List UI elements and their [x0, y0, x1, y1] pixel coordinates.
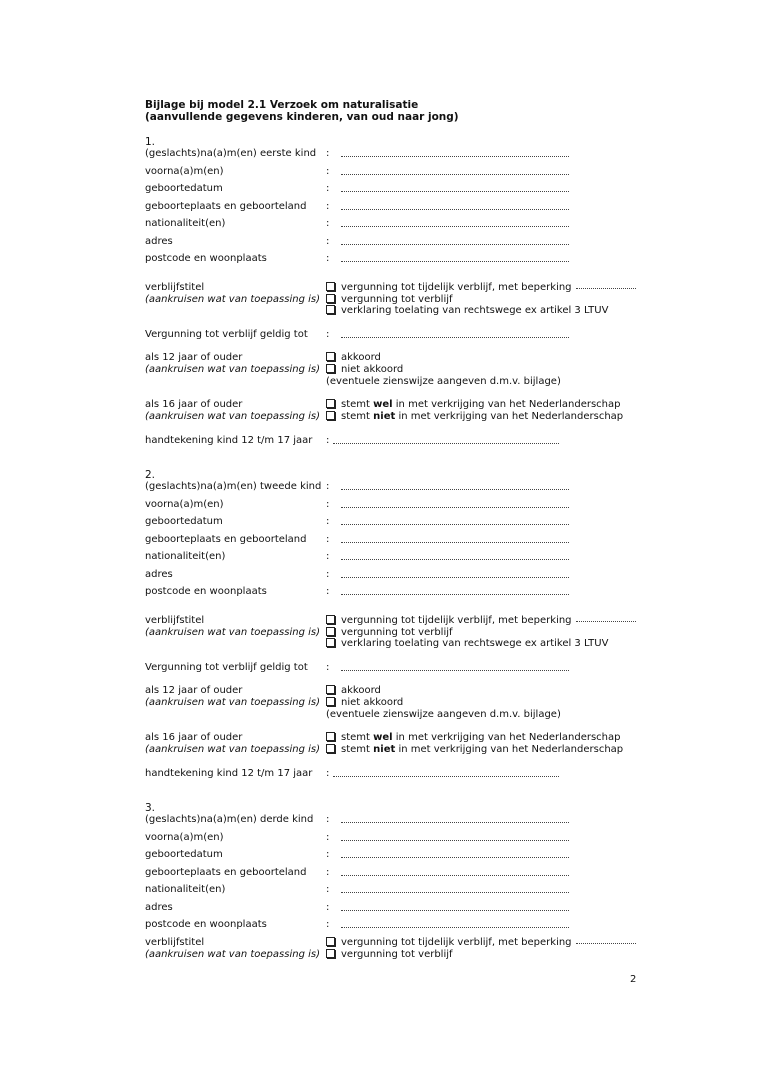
colon: : [326, 218, 330, 229]
checkbox-icon[interactable] [326, 949, 335, 958]
child-3-geboorteplaats-field[interactable] [341, 875, 569, 876]
checkbox-icon[interactable] [326, 627, 335, 636]
child-1-als16-label: als 16 jaar of ouder [145, 399, 243, 410]
colon: : [326, 569, 330, 580]
child-2-adres-label: adres [145, 569, 173, 580]
child-2-naam-field[interactable] [341, 489, 569, 490]
child-1-adres-label: adres [145, 236, 173, 247]
option-label: verklaring toelating van rechtswege ex artikel 3 LTUV [341, 305, 609, 316]
child-2-geldig-tot-label: Vergunning tot verblijf geldig tot [145, 662, 308, 673]
colon: : [326, 481, 330, 492]
option-emphasis: wel [373, 732, 393, 743]
page-number: 2 [630, 974, 637, 985]
option-label: niet akkoord [341, 697, 404, 708]
option-emphasis: niet [373, 411, 396, 422]
option-label: stemt [341, 411, 370, 422]
colon: : [326, 499, 330, 510]
child-1-handtekening-field[interactable] [333, 443, 559, 444]
colon: : [326, 534, 330, 545]
child-2-verblijfstitel-label: verblijfstitel [145, 615, 205, 626]
option-label: stemt [341, 732, 370, 743]
checkbox-icon[interactable] [326, 352, 335, 361]
child-2-option-niet-akkoord[interactable] [326, 697, 403, 709]
child-1-nationaliteit-label: nationaliteit(en) [145, 218, 226, 229]
colon: : [326, 919, 330, 930]
colon: : [326, 329, 330, 340]
child-3-aankruisen-note: (aankruisen wat van toepassing is) [145, 949, 320, 960]
child-3-nationaliteit-label: nationaliteit(en) [145, 884, 226, 895]
child-2-als16-label: als 16 jaar of ouder [145, 732, 243, 743]
option-label: stemt [341, 744, 370, 755]
option-emphasis: wel [373, 399, 393, 410]
child-1-voornamen-field[interactable] [341, 174, 569, 175]
child-3-adres-field[interactable] [341, 910, 569, 911]
child-3-adres-label: adres [145, 902, 173, 913]
child-2-option-akkoord[interactable] [326, 685, 381, 697]
child-1-handtekening-label: handtekening kind 12 t/m 17 jaar [145, 435, 313, 446]
child-1-aankruisen-note: (aankruisen wat van toepassing is) [145, 294, 320, 305]
option-label: niet akkoord [341, 364, 404, 375]
colon: : [326, 236, 330, 247]
child-2-voornamen-field[interactable] [341, 507, 569, 508]
child-2-nationaliteit-label: nationaliteit(en) [145, 551, 226, 562]
child-1-option-tijdelijk[interactable] [326, 282, 636, 294]
child-1-voornamen-label: voorna(a)m(en) [145, 166, 224, 177]
option-label: in met verkrijging van het Nederlanderschap [398, 744, 624, 755]
child-2-postcode-field[interactable] [341, 594, 569, 595]
child-3-nationaliteit-field[interactable] [341, 892, 569, 893]
child-3-voornamen-field[interactable] [341, 840, 569, 841]
child-2-option-verklaring[interactable] [326, 638, 608, 650]
child-3-postcode-field[interactable] [341, 927, 569, 928]
child-1-option-akkoord[interactable] [326, 352, 381, 364]
child-1-geboortedatum-field[interactable] [341, 191, 569, 192]
child-2-geboortedatum-field[interactable] [341, 524, 569, 525]
child-3-geboortedatum-field[interactable] [341, 857, 569, 858]
form-title-line-1: Bijlage bij model 2.1 Verzoek om naturalisatie [145, 99, 419, 111]
checkbox-icon[interactable] [326, 399, 335, 408]
option-label: stemt [341, 399, 370, 410]
checkbox-icon[interactable] [326, 685, 335, 694]
child-1-als12-label: als 12 jaar of ouder [145, 352, 243, 363]
child-1-option-verklaring[interactable] [326, 305, 608, 317]
colon: : [326, 849, 330, 860]
colon: : [326, 183, 330, 194]
checkbox-icon[interactable] [326, 411, 335, 420]
child-3-number: 3. [145, 802, 156, 814]
option-label: in met verkrijging van het Nederlanderschap [395, 399, 621, 410]
child-2-als12-note: (aankruisen wat van toepassing is) [145, 697, 320, 708]
colon: : [326, 814, 330, 825]
colon: : [326, 148, 330, 159]
child-1-geboorteplaats-field[interactable] [341, 209, 569, 210]
child-3-geboorteplaats-label: geboorteplaats en geboorteland [145, 867, 307, 878]
colon: : [326, 435, 330, 446]
checkbox-icon[interactable] [326, 638, 335, 647]
colon: : [326, 201, 330, 212]
child-1-zienswijze-note: (eventuele zienswijze aangeven d.m.v. bijlage) [326, 376, 561, 387]
option-label: vergunning tot tijdelijk verblijf, met beperking [341, 615, 572, 626]
child-1-option-stemt-wel[interactable] [326, 399, 620, 411]
child-2-number: 2. [145, 469, 156, 481]
option-label: vergunning tot tijdelijk verblijf, met beperking [341, 282, 572, 293]
child-2-geldig-tot-field[interactable] [341, 670, 569, 671]
checkbox-icon[interactable] [326, 305, 335, 314]
colon: : [326, 884, 330, 895]
colon: : [326, 586, 330, 597]
child-2-geboortedatum-label: geboortedatum [145, 516, 223, 527]
child-1-geboorteplaats-label: geboorteplaats en geboorteland [145, 201, 307, 212]
child-2-adres-field[interactable] [341, 577, 569, 578]
child-3-option-verblijf[interactable] [326, 949, 453, 961]
child-1-als12-note: (aankruisen wat van toepassing is) [145, 364, 320, 375]
child-1-option-niet-akkoord[interactable] [326, 364, 403, 376]
child-2-option-tijdelijk[interactable] [326, 615, 636, 627]
form-title [145, 99, 459, 123]
child-2-handtekening-label: handtekening kind 12 t/m 17 jaar [145, 768, 313, 779]
option-label: in met verkrijging van het Nederlanderschap [395, 732, 621, 743]
option-label: akkoord [341, 685, 381, 696]
child-1-nationaliteit-field[interactable] [341, 226, 569, 227]
child-3-naam-label: (geslachts)na(a)m(en) derde kind [145, 814, 314, 825]
child-2-als16-note: (aankruisen wat van toepassing is) [145, 744, 320, 755]
child-2-aankruisen-note: (aankruisen wat van toepassing is) [145, 627, 320, 638]
child-3-option-tijdelijk[interactable] [326, 937, 636, 949]
child-2-geboorteplaats-label: geboorteplaats en geboorteland [145, 534, 307, 545]
child-1-verblijfstitel-label: verblijfstitel [145, 282, 205, 293]
child-2-voornamen-label: voorna(a)m(en) [145, 499, 224, 510]
checkbox-icon[interactable] [326, 744, 335, 753]
checkbox-icon[interactable] [326, 294, 335, 303]
option-label: verklaring toelating van rechtswege ex artikel 3 LTUV [341, 638, 609, 649]
child-1-beperking-field[interactable] [576, 288, 636, 289]
child-2-nationaliteit-field[interactable] [341, 559, 569, 560]
checkbox-icon[interactable] [326, 732, 335, 741]
checkbox-icon[interactable] [326, 364, 335, 373]
form-title-line-2: (aanvullende gegevens kinderen, van oud naar jong) [145, 111, 459, 123]
child-2-handtekening-field[interactable] [333, 776, 559, 777]
checkbox-icon[interactable] [326, 697, 335, 706]
child-2-naam-label: (geslachts)na(a)m(en) tweede kind [145, 481, 322, 492]
option-emphasis: niet [373, 744, 396, 755]
colon: : [326, 768, 330, 779]
option-label: vergunning tot verblijf [341, 294, 453, 305]
colon: : [326, 253, 330, 264]
option-label: in met verkrijging van het Nederlanderschap [398, 411, 624, 422]
colon: : [326, 867, 330, 878]
child-1-geldig-tot-field[interactable] [341, 337, 569, 338]
child-2-zienswijze-note: (eventuele zienswijze aangeven d.m.v. bijlage) [326, 709, 561, 720]
colon: : [326, 832, 330, 843]
child-3-voornamen-label: voorna(a)m(en) [145, 832, 224, 843]
child-2-option-stemt-wel[interactable] [326, 732, 620, 744]
child-1-geldig-tot-label: Vergunning tot verblijf geldig tot [145, 329, 308, 340]
child-3-verblijfstitel-label: verblijfstitel [145, 937, 205, 948]
colon: : [326, 902, 330, 913]
checkbox-icon[interactable] [326, 615, 335, 624]
option-label: vergunning tot tijdelijk verblijf, met beperking [341, 937, 572, 948]
child-1-geboortedatum-label: geboortedatum [145, 183, 223, 194]
child-3-naam-field[interactable] [341, 822, 569, 823]
child-1-postcode-field[interactable] [341, 261, 569, 262]
child-3-postcode-label: postcode en woonplaats [145, 919, 267, 930]
child-2-beperking-field[interactable] [576, 621, 636, 622]
option-label: akkoord [341, 352, 381, 363]
child-1-adres-field[interactable] [341, 244, 569, 245]
child-2-postcode-label: postcode en woonplaats [145, 586, 267, 597]
child-2-als12-label: als 12 jaar of ouder [145, 685, 243, 696]
child-1-als16-note: (aankruisen wat van toepassing is) [145, 411, 320, 422]
child-1-option-stemt-niet[interactable] [326, 411, 623, 423]
colon: : [326, 551, 330, 562]
checkbox-icon[interactable] [326, 282, 335, 291]
child-1-postcode-label: postcode en woonplaats [145, 253, 267, 264]
checkbox-icon[interactable] [326, 937, 335, 946]
child-1-naam-field[interactable] [341, 156, 569, 157]
child-2-geboorteplaats-field[interactable] [341, 542, 569, 543]
child-1-naam-label: (geslachts)na(a)m(en) eerste kind [145, 148, 317, 159]
child-2-option-stemt-niet[interactable] [326, 744, 623, 756]
option-label: vergunning tot verblijf [341, 949, 453, 960]
colon: : [326, 516, 330, 527]
child-3-beperking-field[interactable] [576, 943, 636, 944]
option-label: vergunning tot verblijf [341, 627, 453, 638]
child-3-geboortedatum-label: geboortedatum [145, 849, 223, 860]
colon: : [326, 662, 330, 673]
colon: : [326, 166, 330, 177]
child-1-number: 1. [145, 136, 156, 148]
